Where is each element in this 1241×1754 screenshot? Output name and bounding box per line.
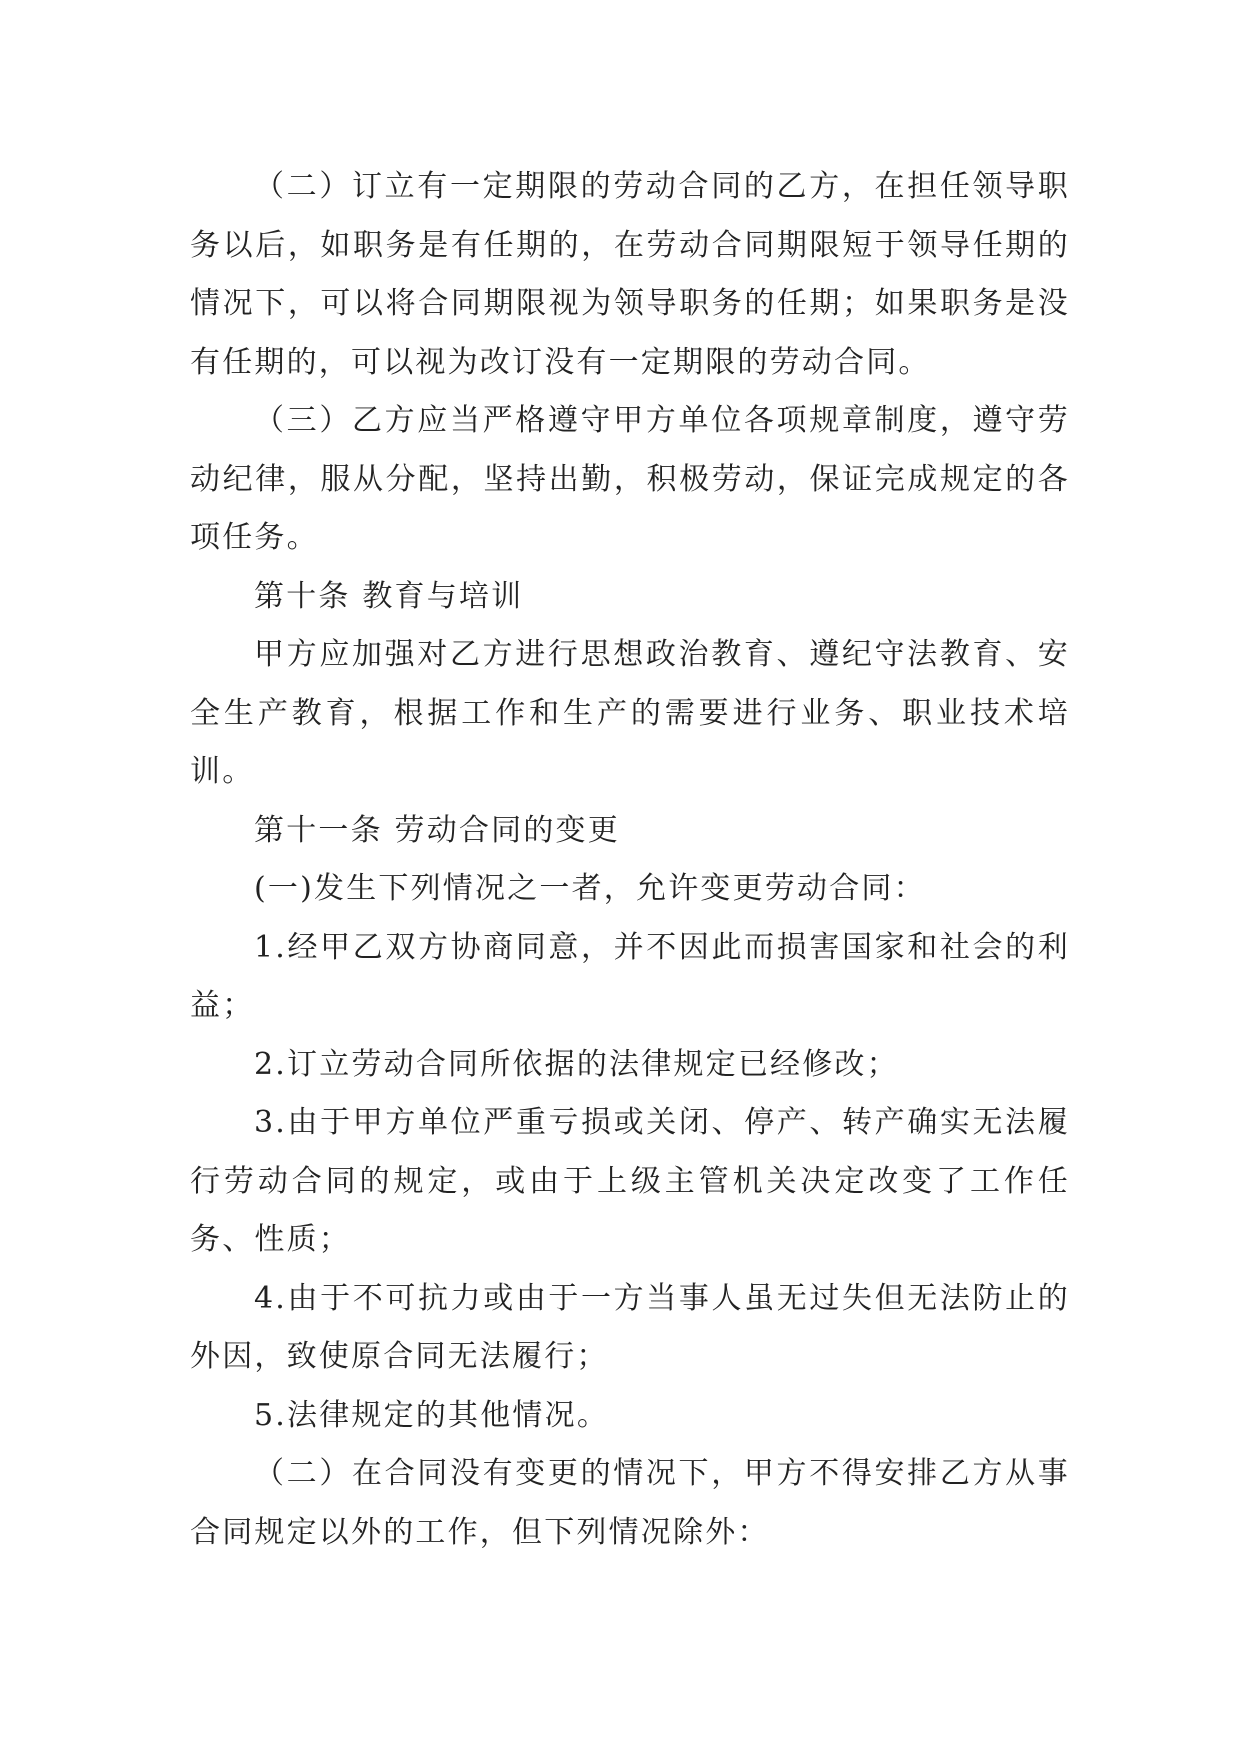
list-item-3: 3.由于甲方单位严重亏损或关闭、停产、转产确实无法履行劳动合同的规定，或由于上级主管机关决定改变了工作任务、性质； (190, 1105, 1070, 1257)
article-10-heading: 第十条 教育与培训 (254, 578, 524, 614)
document-body (190, 158, 1070, 1562)
list-item-1: 1.经甲乙双方协商同意，并不因此而损害国家和社会的利益； (190, 929, 1070, 1023)
list-item-2: 2.订立劳动合同所依据的法律规定已经修改； (254, 1046, 899, 1082)
paragraph-rules-compliance: （三）乙方应当严格遵守甲方单位各项规章制度，遵守劳动纪律，服从分配，坚持出勤，积极劳动，保证完成规定的各项任务。 (190, 403, 1070, 555)
paragraph-change-conditions: (一)发生下列情况之一者，允许变更劳动合同： (254, 871, 926, 906)
article-11-heading: 第十一条 劳动合同的变更 (254, 812, 620, 848)
paragraph-leadership-term: （二）订立有一定期限的劳动合同的乙方，在担任领导职务以后，如职务是有任期的，在劳动合同期限短于领导任期的情况下，可以将合同期限视为领导职务的任期；如果职务是没有任期的，可以视为改订没有一定期限的劳动合同。 (190, 169, 1070, 380)
list-item-4: 4.由于不可抗力或由于一方当事人虽无过失但无法防止的外因，致使原合同无法履行； (190, 1280, 1070, 1374)
list-item-5: 5.法律规定的其他情况。 (254, 1397, 610, 1433)
paragraph-education-training: 甲方应加强对乙方进行思想政治教育、遵纪守法教育、安全生产教育，根据工作和生产的需要进行业务、职业技术培训。 (190, 637, 1070, 789)
paragraph-no-change-work: （二）在合同没有变更的情况下，甲方不得安排乙方从事合同规定以外的工作，但下列情况除外： (190, 1456, 1070, 1550)
